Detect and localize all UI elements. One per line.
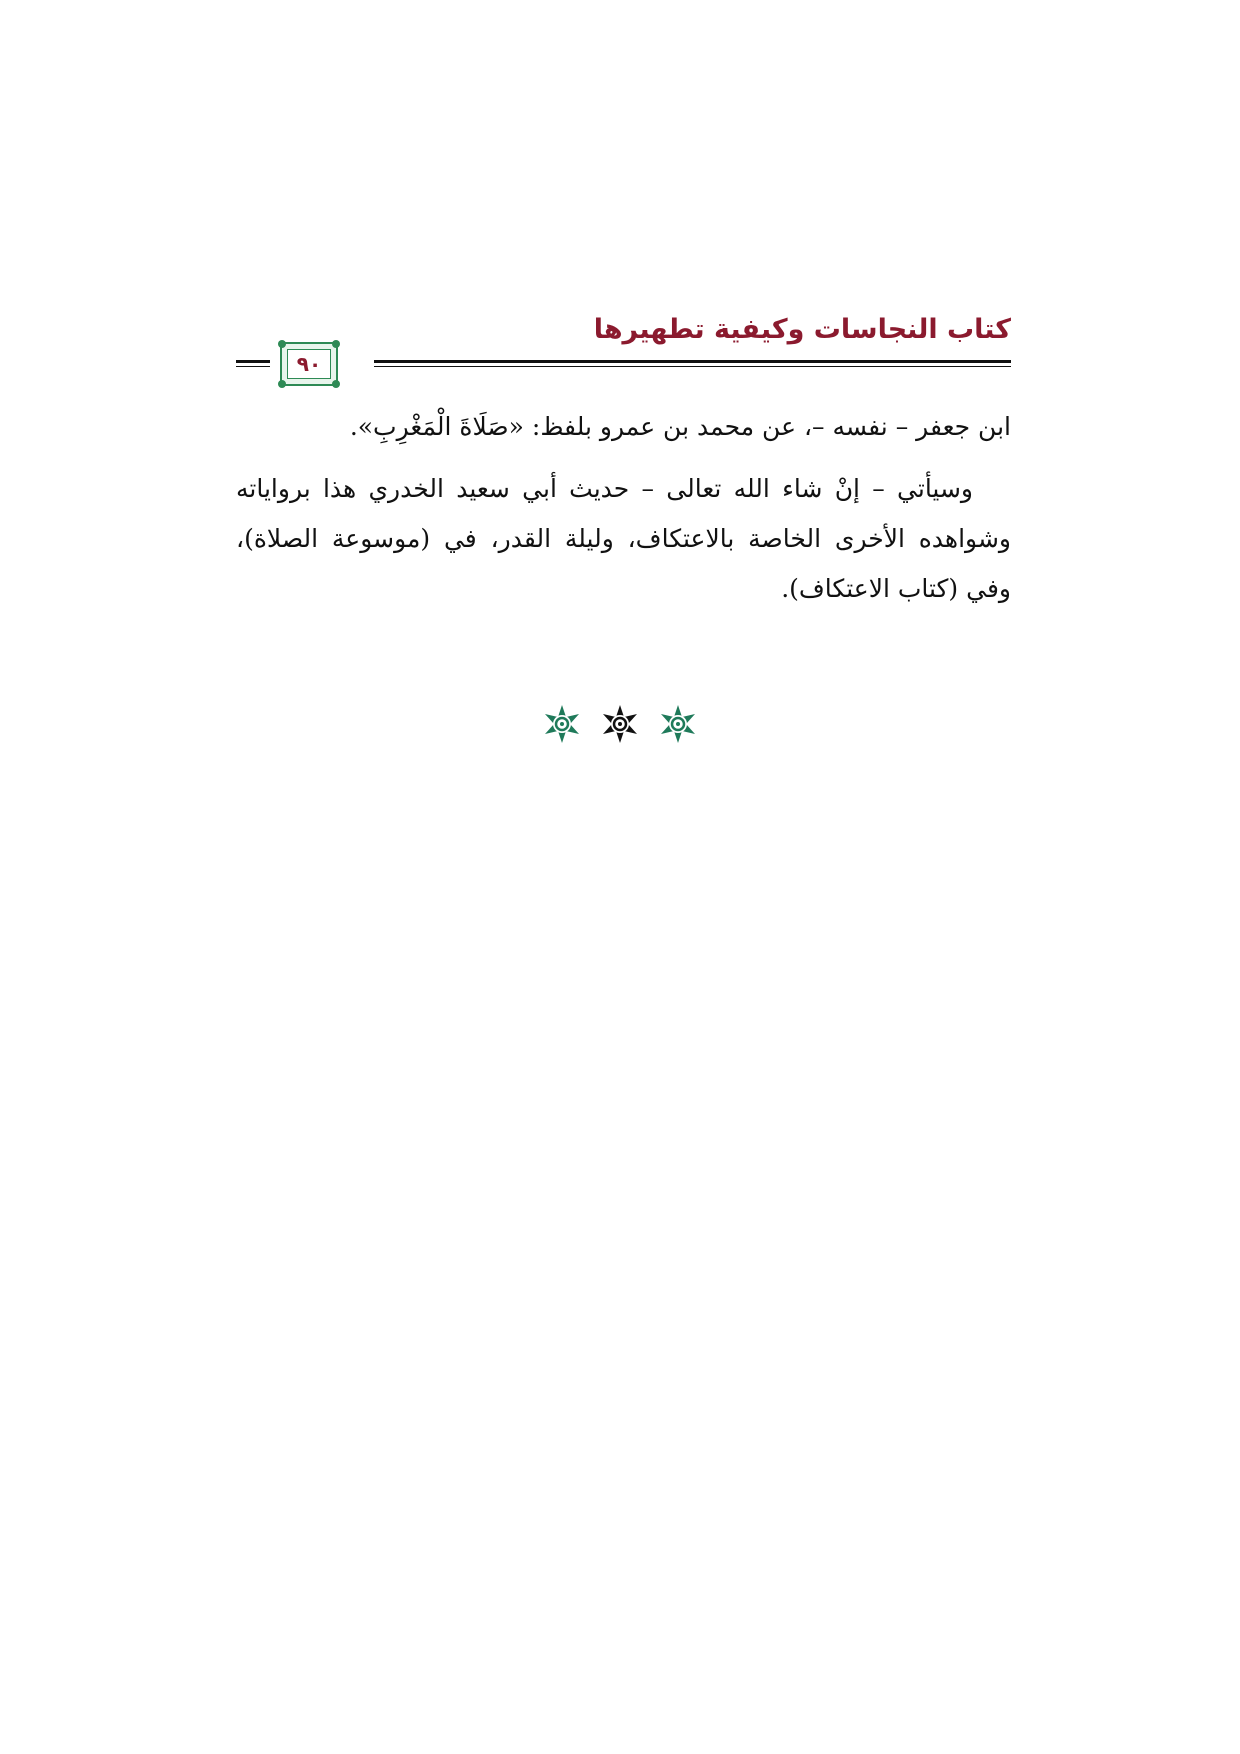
- star-flower-icon: [600, 704, 640, 744]
- page-number-frame: [280, 342, 338, 386]
- header-rule-short: [236, 360, 270, 367]
- frame-corner-ornament: [332, 340, 340, 348]
- star-flower-icon: [542, 704, 582, 744]
- paragraph: وسيأتي – إنْ شاء الله تعالى – حديث أبي سعيد الخدري هذا برواياته وشواهده الأخرى الخاصة بالاعتكاف، وليلة القدر، في (موسوعة الصلاة)، وفي (كتاب الاعتكاف).: [236, 474, 1011, 603]
- text-line: ابن جعفر – نفسه –، عن محمد بن عمرو بلفظ: «صَلَاةَ الْمَغْرِبِ».: [349, 412, 1011, 441]
- page-number-box: [287, 349, 331, 379]
- star-flower-icon: [658, 704, 698, 744]
- section-end-ornaments: [0, 704, 1240, 744]
- page-header: [236, 310, 1011, 390]
- frame-corner-ornament: [332, 380, 340, 388]
- page-number: ٩٠: [296, 352, 322, 376]
- header-rule-long: [374, 360, 1011, 367]
- frame-corner-ornament: [278, 380, 286, 388]
- page-body: [236, 402, 1011, 614]
- book-title: كتاب النجاسات وكيفية تطهيرها: [593, 314, 1011, 345]
- frame-corner-ornament: [278, 340, 286, 348]
